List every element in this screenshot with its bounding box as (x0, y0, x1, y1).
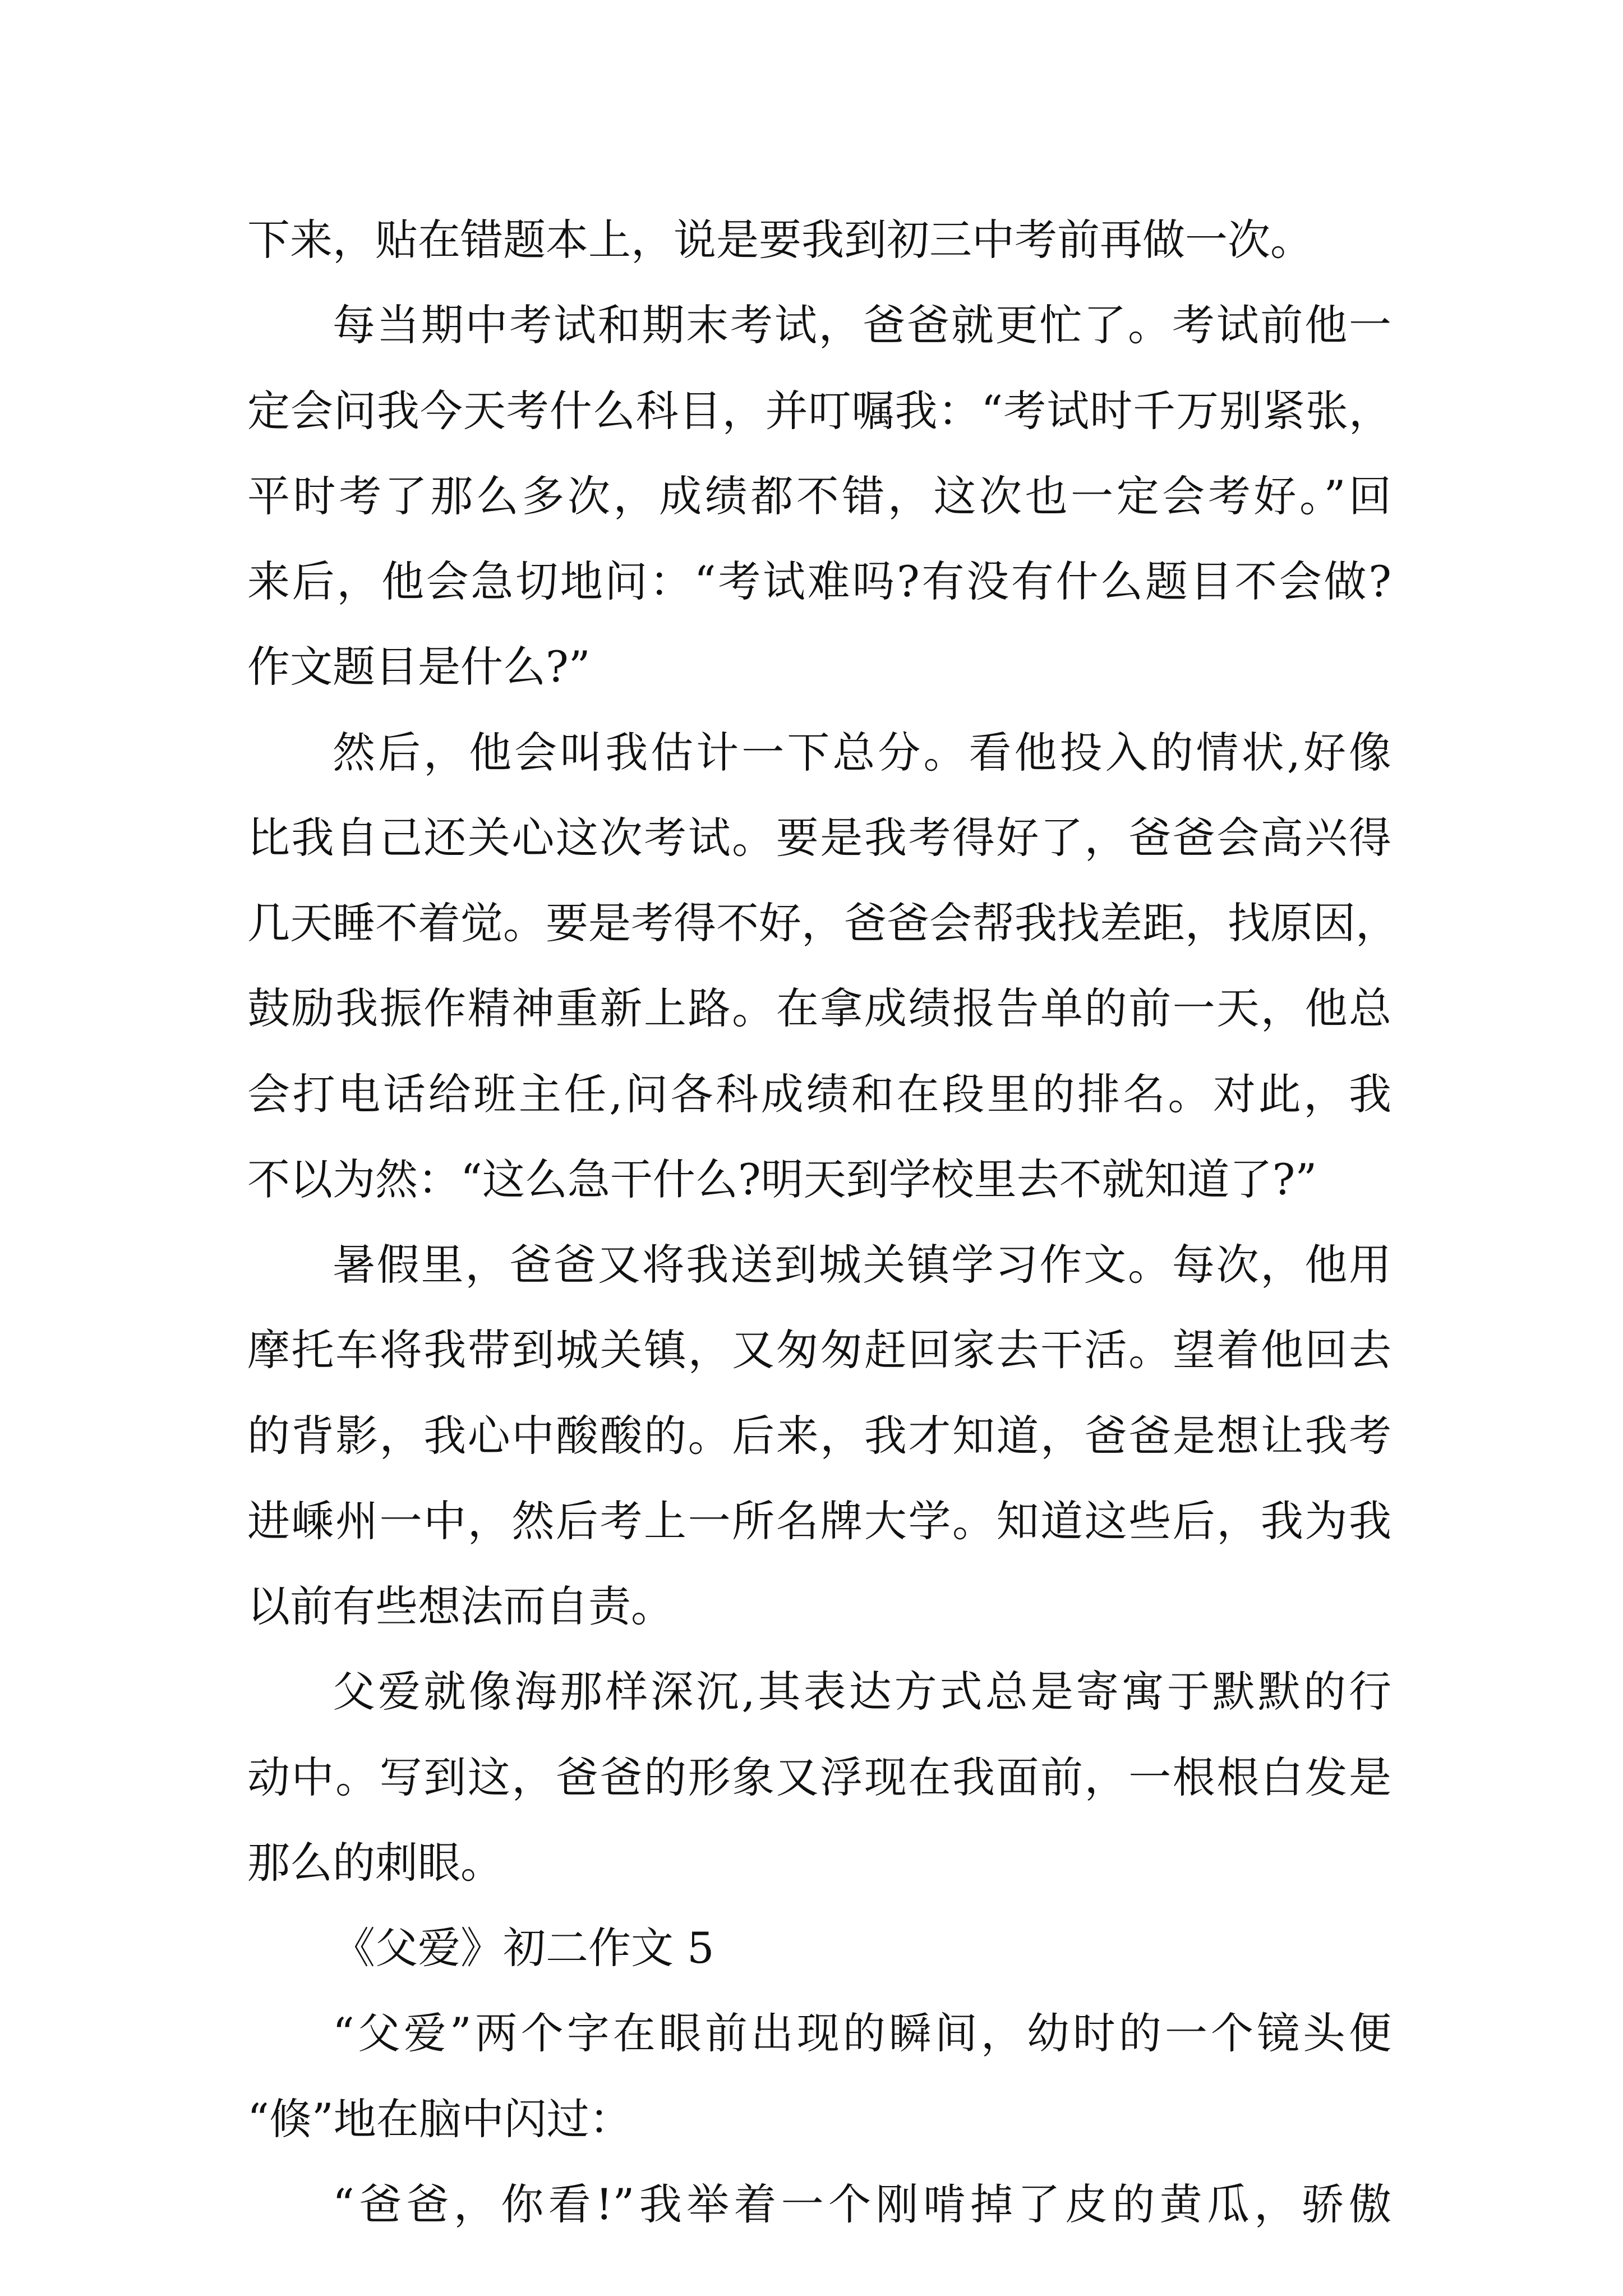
text-line: 鼓励我振作精神重新上路。在拿成绩报告单的前一天，他总 (247, 983, 1391, 1033)
paragraph-first-line: “父爱”两个字在眼前出现的瞬间，幼时的一个镜头便 (333, 2008, 1391, 2058)
section-heading: 《父爱》初二作文 5 (333, 1923, 714, 1973)
text-line: 几天睡不着觉。要是考得不好，爸爸会帮我找差距，找原因， (247, 898, 1398, 948)
text-line: 作文题目是什么?” (247, 642, 591, 692)
text-line: 那么的刺眼。 (247, 1838, 503, 1888)
text-line: 摩托车将我带到城关镇，又匆匆赶回家去干活。望着他回去 (247, 1325, 1391, 1375)
text-line: 动中。写到这，爸爸的形象又浮现在我面前，一根根白发是 (247, 1752, 1391, 1802)
paragraph-first-line: “爸爸，你看!”我举着一个刚啃掉了皮的黄瓜，骄傲 (333, 2179, 1391, 2229)
text-line: 进嵊州一中，然后考上一所名牌大学。知道这些后，我为我 (247, 1496, 1391, 1546)
paragraph-first-line: 父爱就像海那样深沉,其表达方式总是寄寓于默默的行 (333, 1667, 1391, 1717)
text-line: “倏”地在脑中闪过： (247, 2094, 632, 2144)
text-line: 比我自己还关心这次考试。要是我考得好了，爸爸会高兴得 (247, 813, 1391, 863)
text-line: 不以为然：“这么急干什么?明天到学校里去不就知道了?” (247, 1154, 1317, 1204)
paragraph-first-line: 暑假里，爸爸又将我送到城关镇学习作文。每次，他用 (333, 1240, 1391, 1290)
paragraph-first-line: 然后，他会叫我估计一下总分。看他投入的情状,好像 (333, 728, 1391, 777)
text-line: 平时考了那么多次，成绩都不错，这次也一定会考好。”回 (247, 471, 1391, 521)
text-line: 以前有些想法而自责。 (247, 1581, 674, 1631)
text-line: 定会问我今天考什么科目，并叮嘱我：“考试时千万别紧张， (247, 386, 1391, 436)
text-line: 会打电话给班主任,问各科成绩和在段里的排名。对此，我 (247, 1069, 1391, 1119)
text-line: 的背影，我心中酸酸的。后来，我才知道，爸爸是想让我考 (247, 1411, 1391, 1461)
text-line: 来后，他会急切地问：“考试难吗?有没有什么题目不会做? (247, 556, 1391, 606)
text-line: 下来，贴在错题本上，说是要我到初三中考前再做一次。 (247, 215, 1313, 265)
paragraph-first-line: 每当期中考试和期末考试，爸爸就更忙了。考试前他一 (333, 300, 1391, 350)
